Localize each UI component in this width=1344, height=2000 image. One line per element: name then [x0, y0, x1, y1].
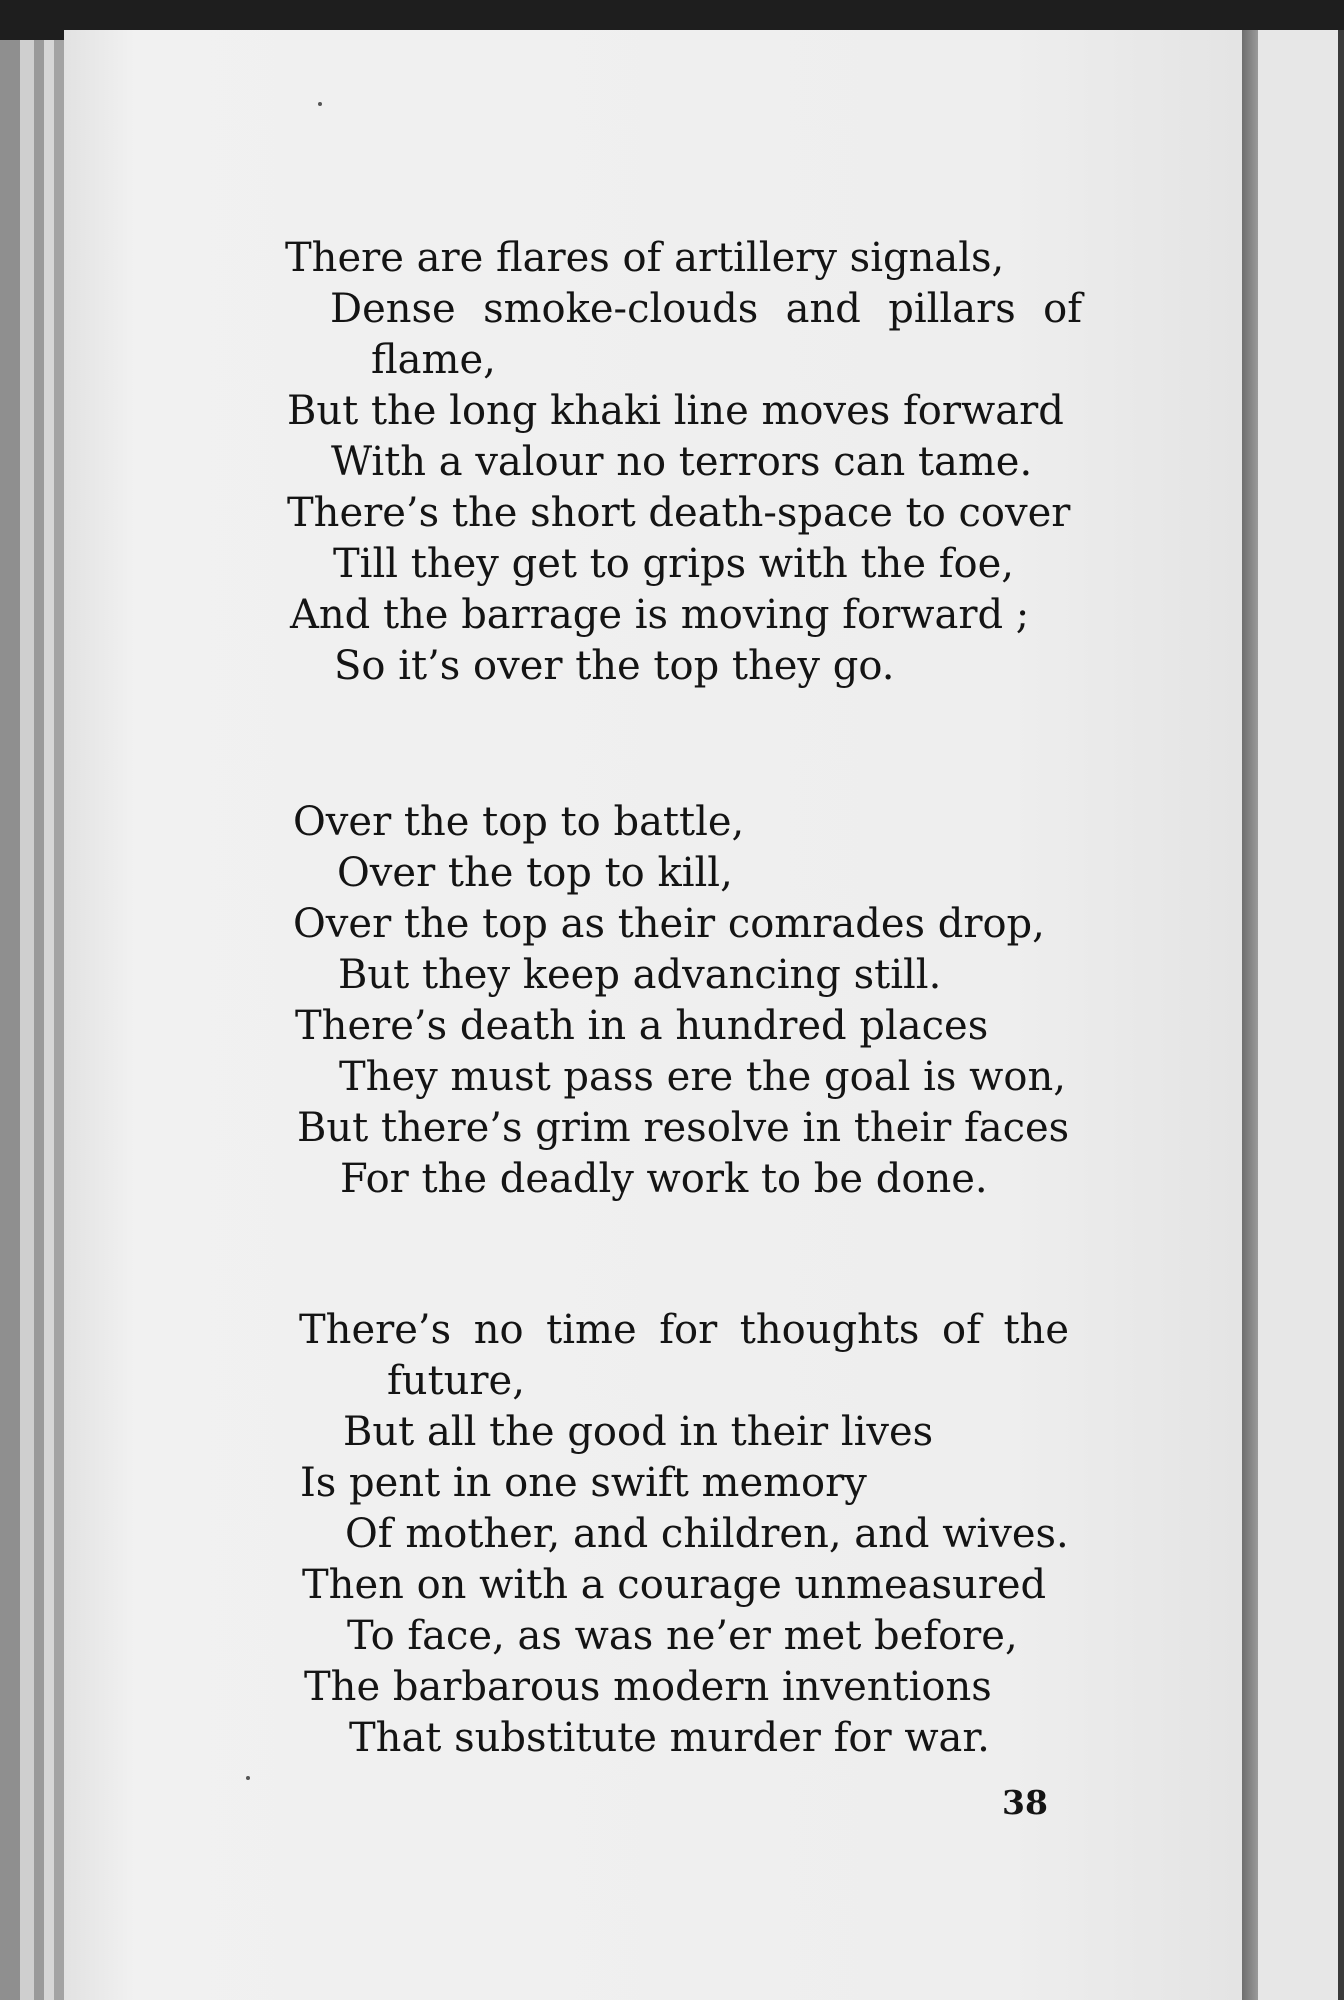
poem-line: There are flares of artillery signals,: [285, 235, 1005, 281]
poem-line: But the long khaki line moves forward: [287, 388, 1064, 434]
poem-line: But there’s grim resolve in their faces: [297, 1105, 1070, 1151]
poem-line: There’s death in a hundred places: [295, 1003, 989, 1049]
poem-line: There’s no time for thoughts of the: [299, 1307, 1069, 1353]
poem-line: That substitute murder for war.: [349, 1715, 990, 1761]
poem-line: For the deadly work to be done.: [340, 1156, 988, 1202]
poem-line: So it’s over the top they go.: [334, 643, 895, 689]
poem-line: There’s the short death-space to cover: [287, 490, 1071, 536]
poem-line: Till they get to grips with the foe,: [333, 541, 1014, 587]
poem-line: Over the top to battle,: [293, 799, 745, 845]
poem-line: The barbarous modern inventions: [304, 1664, 992, 1710]
poem-line: They must pass ere the goal is won,: [339, 1054, 1066, 1100]
poem-line: Dense smoke-clouds and pillars of: [330, 286, 1082, 332]
poem-line: future,: [387, 1358, 525, 1404]
poem-line: Over the top as their comrades drop,: [293, 901, 1045, 947]
poem-line: But they keep advancing still.: [338, 952, 942, 998]
poem-line: And the barrage is moving forward ;: [290, 592, 1030, 638]
page-number: 38: [1002, 1783, 1048, 1822]
poem-line: Of mother, and children, and wives.: [345, 1511, 1069, 1557]
poem-line: Is pent in one swift memory: [300, 1460, 867, 1506]
poem-line: But all the good in their lives: [343, 1409, 934, 1455]
poem-line: With a valour no terrors can tame.: [331, 439, 1033, 485]
poem-line: Then on with a courage unmeasured: [302, 1562, 1047, 1608]
poem-line: Over the top to kill,: [337, 850, 733, 896]
poem-line: flame,: [371, 337, 496, 383]
poem-line: To face, as was ne’er met before,: [347, 1613, 1018, 1659]
